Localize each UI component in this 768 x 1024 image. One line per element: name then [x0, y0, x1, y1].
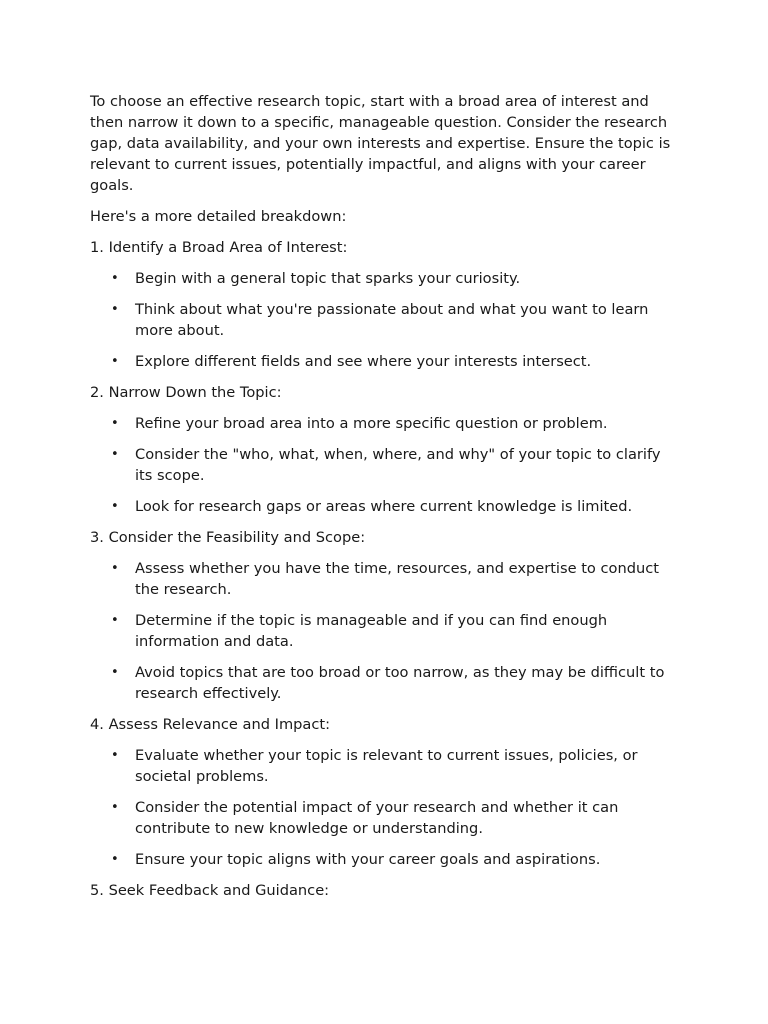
list-item-text: Refine your broad area into a more specific question or problem. [135, 415, 608, 432]
list-item [90, 413, 680, 434]
bullet-list [90, 413, 680, 517]
bullet-icon: • [111, 447, 119, 462]
list-item [90, 745, 680, 787]
list-item-text: Explore different fields and see where your interests intersect. [135, 353, 592, 370]
bullet-icon: • [111, 271, 119, 286]
list-item [90, 268, 680, 289]
bullet-icon: • [111, 800, 119, 815]
list-item-text: Look for research gaps or areas where current knowledge is limited. [135, 498, 633, 515]
section-heading: 5. Seek Feedback and Guidance: [90, 882, 330, 899]
bullet-list [90, 268, 680, 372]
list-item-text: Assess whether you have the time, resources, and expertise to conduct the research. [135, 560, 659, 598]
list-item [90, 610, 680, 652]
document-body [90, 91, 680, 911]
list-item [90, 849, 680, 870]
bullet-icon: • [111, 354, 119, 369]
bullet-icon: • [111, 665, 119, 680]
list-item [90, 662, 680, 704]
bullet-icon: • [111, 416, 119, 431]
bullet-icon: • [111, 613, 119, 628]
lead-in-text: Here's a more detailed breakdown: [90, 208, 347, 225]
list-item-text: Consider the "who, what, when, where, and why" of your topic to clarify its scope. [135, 446, 661, 484]
list-item-text: Consider the potential impact of your research and whether it can contribute to new knowledge or understanding. [135, 799, 619, 837]
intro-paragraph: To choose an effective research topic, start with a broad area of interest and then narrow it down to a specific, manageable question. Consider the research gap, data availability, and your own interests and expertise. Ensure the topic is relevant to current issues, potentially impactful, and aligns with your career goals. [90, 93, 671, 194]
list-item [90, 558, 680, 600]
bullet-icon: • [111, 302, 119, 317]
list-item [90, 797, 680, 839]
section-heading: 3. Consider the Feasibility and Scope: [90, 529, 366, 546]
section-heading: 2. Narrow Down the Topic: [90, 384, 282, 401]
list-item-text: Avoid topics that are too broad or too narrow, as they may be difficult to research effectively. [135, 664, 665, 702]
list-item-text: Evaluate whether your topic is relevant to current issues, policies, or societal problems. [135, 747, 638, 785]
bullet-icon: • [111, 561, 119, 576]
list-item [90, 299, 680, 341]
list-item [90, 444, 680, 486]
list-item-text: Think about what you're passionate about and what you want to learn more about. [135, 301, 649, 339]
section-heading: 4. Assess Relevance and Impact: [90, 716, 331, 733]
section-heading: 1. Identify a Broad Area of Interest: [90, 239, 348, 256]
bullet-icon: • [111, 852, 119, 867]
list-item-text: Determine if the topic is manageable and if you can find enough information and data. [135, 612, 608, 650]
list-item [90, 496, 680, 517]
list-item [90, 351, 680, 372]
bullet-list [90, 745, 680, 870]
list-item-text: Ensure your topic aligns with your career goals and aspirations. [135, 851, 601, 868]
list-item-text: Begin with a general topic that sparks your curiosity. [135, 270, 521, 287]
bullet-icon: • [111, 499, 119, 514]
bullet-list [90, 558, 680, 704]
bullet-icon: • [111, 748, 119, 763]
